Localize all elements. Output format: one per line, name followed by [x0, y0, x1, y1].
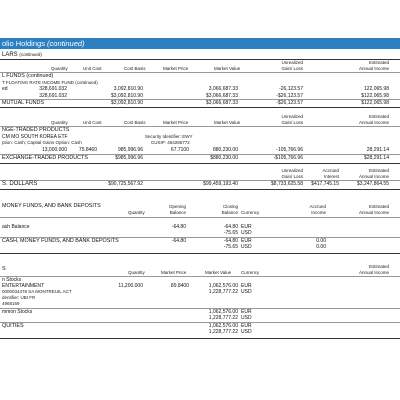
usd-total-accrued: $417,745.15	[311, 181, 339, 187]
col-currency: Currency	[241, 210, 260, 215]
usd-total-cost-basis: $90,725,567.92	[108, 181, 143, 187]
stock-identifier: dentifier: UBI FR	[2, 295, 36, 300]
etp-security-id: Security Identifier: EWY	[145, 134, 193, 139]
subtotal-est-income: $122,065.98	[361, 93, 389, 99]
stock-market-price: 89.8400	[170, 283, 189, 289]
fund-name: T FLOATING RATE INCOME FUND (continued)	[2, 80, 98, 85]
stock-currency: EUR	[241, 283, 252, 289]
etp-title: NGE-TRADED PRODUCTS	[2, 127, 70, 133]
col-unit-cost: Unit Cost	[83, 66, 102, 71]
row-quantity: 328,691.032	[39, 86, 67, 92]
col-accrued-income: Accrued Income	[309, 204, 326, 215]
usd-total-est-income: $3,247,864.55	[357, 181, 389, 187]
etp-market-value: 880,230.00	[212, 147, 238, 153]
etp-est-income: 28,291.14	[366, 147, 389, 153]
stock-currency-usd: USD	[241, 289, 252, 295]
etp-total-market-value: $880,230.00	[210, 155, 238, 161]
divider	[0, 276, 400, 277]
equities-total-market-value: 1,062,576.00	[208, 323, 238, 329]
etp-quantity: 13,000.000	[41, 147, 67, 153]
row-market-value: 3,066,687.33	[208, 86, 238, 92]
col-quantity: Quantity	[128, 210, 145, 215]
mmf-total-accrued-usd: 0.00	[316, 244, 326, 250]
etp-total-est-income: $28,291.14	[363, 155, 389, 161]
col-accrued-interest: Accrued Interest	[322, 168, 339, 179]
subtotal-gain-loss: -$26,123.57	[276, 93, 303, 99]
cash-currency: EUR	[241, 224, 252, 230]
col-market-price: Market Price	[161, 270, 187, 275]
group-title: L FUNDS (continued)	[2, 73, 54, 79]
portfolio-holdings-header-bar	[0, 38, 400, 49]
col-currency: Currency	[241, 270, 260, 275]
etp-total-gain-loss: -$105,766.96	[273, 155, 303, 161]
divider	[0, 338, 400, 339]
etp-total-label: EXCHANGE-TRADED PRODUCTS	[2, 155, 88, 161]
etp-total-cost-basis: $985,996.96	[115, 155, 143, 161]
col-gain-loss: Unrealized Gain/ Loss	[281, 168, 303, 179]
common-market-value: 1,062,576.00	[208, 309, 238, 315]
section-title: LARS (continued)	[2, 52, 42, 58]
total-cost-basis: $3,092,810.90	[111, 100, 143, 106]
common-stocks-label: mmon Stocks	[2, 309, 33, 315]
col-gain-loss: Unrealized Gain/ Loss	[281, 114, 303, 125]
row-gain-loss: -26,123.57	[279, 86, 303, 92]
col-quantity: Quantity	[128, 270, 145, 275]
usd-total-gain-loss: $8,733,625.58	[271, 181, 303, 187]
total-label: MUTUAL FUNDS	[2, 100, 45, 106]
equities-total-currency-usd: USD	[241, 329, 252, 335]
cash-balance-label: ash Balance	[2, 224, 30, 230]
equities-title: S	[2, 266, 6, 272]
col-est-income: Estimated Annual Income	[358, 60, 389, 71]
col-closing-balance: Closing Balance	[221, 204, 238, 215]
etp-name: CM MO SOUTH KOREA ETF	[2, 134, 68, 140]
mmf-total-opening: -64.80	[171, 238, 186, 244]
col-market-value: Market Value	[214, 120, 241, 125]
mmf-total-currency: EUR	[241, 238, 252, 244]
stock-market-value-usd: 1,228,777.22	[208, 289, 238, 295]
mmf-total-label: CASH, MONEY FUNDS, AND BANK DEPOSITS	[2, 238, 119, 244]
divider	[0, 253, 400, 254]
stock-sedol: 4968169	[2, 301, 20, 306]
col-opening-balance: Opening Balance	[168, 204, 186, 215]
col-est-income: Estimated Annual Income	[358, 168, 389, 179]
col-est-income: Estimated Annual Income	[358, 114, 389, 125]
divider	[0, 163, 400, 164]
cash-closing: -64.80	[223, 224, 238, 230]
mmf-total-accrued: 0.00	[316, 238, 326, 244]
col-gain-loss: Unrealized Gain/ Loss	[281, 60, 303, 71]
cash-currency-usd: USD	[241, 230, 252, 236]
common-currency: EUR	[241, 309, 252, 315]
stocks-subtitle: n Stocks	[2, 277, 22, 283]
mmf-total-closing-usd: -75.65	[223, 244, 238, 250]
row-cost-basis: 3,092,810.90	[113, 86, 143, 92]
col-market-value: Market Value	[205, 270, 232, 275]
divider	[0, 59, 400, 60]
etp-options: ption: Cash; Capital Gains Option: Cash	[2, 140, 82, 145]
equities-total-market-value-usd: 1,228,777.22	[208, 329, 238, 335]
mmf-total-closing: -64.80	[223, 238, 238, 244]
col-unit-cost: Unit Cost	[83, 120, 102, 125]
stock-name: ENTERTAINMENT	[2, 283, 45, 289]
divider	[0, 217, 400, 218]
equities-total-label: QUITIES	[2, 323, 24, 329]
col-quantity: Quantity	[51, 66, 68, 71]
total-gain-loss: -$26,123.57	[276, 100, 303, 106]
col-cost-basis: Cost Basis	[124, 66, 146, 71]
etp-gain-loss: -105,766.96	[276, 147, 303, 153]
etp-cost-basis: 985,996.96	[117, 147, 143, 153]
etp-cusip: CUSIP: 464286772	[151, 140, 190, 145]
col-market-price: Market Price	[163, 66, 189, 71]
etp-market-price: 67.7100	[170, 147, 189, 153]
subtotal-quantity: 328,691.032	[39, 93, 67, 99]
header-title: olio Holdings (continued)	[2, 39, 85, 48]
total-market-value: $3,066,687.33	[206, 100, 238, 106]
col-est-income: Estimated Annual Income	[358, 264, 389, 275]
usd-total-label: S. DOLLARS	[2, 181, 38, 187]
subtotal-cost-basis: $3,092,810.90	[111, 93, 143, 99]
mmf-title: MONEY FUNDS, AND BANK DEPOSITS	[2, 203, 101, 209]
divider	[0, 107, 400, 108]
subtotal-market-value: $3,066,687.33	[206, 93, 238, 99]
cash-opening: -64.80	[171, 224, 186, 230]
equities-total-currency: EUR	[241, 323, 252, 329]
total-est-income: $122,065.98	[361, 100, 389, 106]
col-quantity: Quantity	[51, 120, 68, 125]
divider	[0, 72, 400, 73]
mmf-total-currency-usd: USD	[241, 244, 252, 250]
col-cost-basis: Cost Basis	[124, 120, 146, 125]
col-market-price: Market Price	[163, 120, 189, 125]
col-est-income: Estimated Annual Income	[358, 204, 389, 215]
common-market-value-usd: 1,228,777.22	[208, 315, 238, 321]
divider	[0, 189, 400, 190]
cash-closing-usd: -75.65	[223, 230, 238, 236]
row-label: ed	[2, 86, 8, 92]
usd-total-market-value: $99,459,193.40	[203, 181, 238, 187]
common-currency-usd: USD	[241, 315, 252, 321]
etp-unit-cost: 75.8460	[78, 147, 97, 153]
col-market-value: Market Value	[214, 66, 241, 71]
stock-description: 0000034478 SA MONTREUIL ACT	[2, 289, 72, 294]
stock-quantity: 11,200.000	[118, 283, 143, 289]
stock-market-value: 1,062,576.00	[208, 283, 238, 289]
row-est-income: 122,065.98	[363, 86, 389, 92]
